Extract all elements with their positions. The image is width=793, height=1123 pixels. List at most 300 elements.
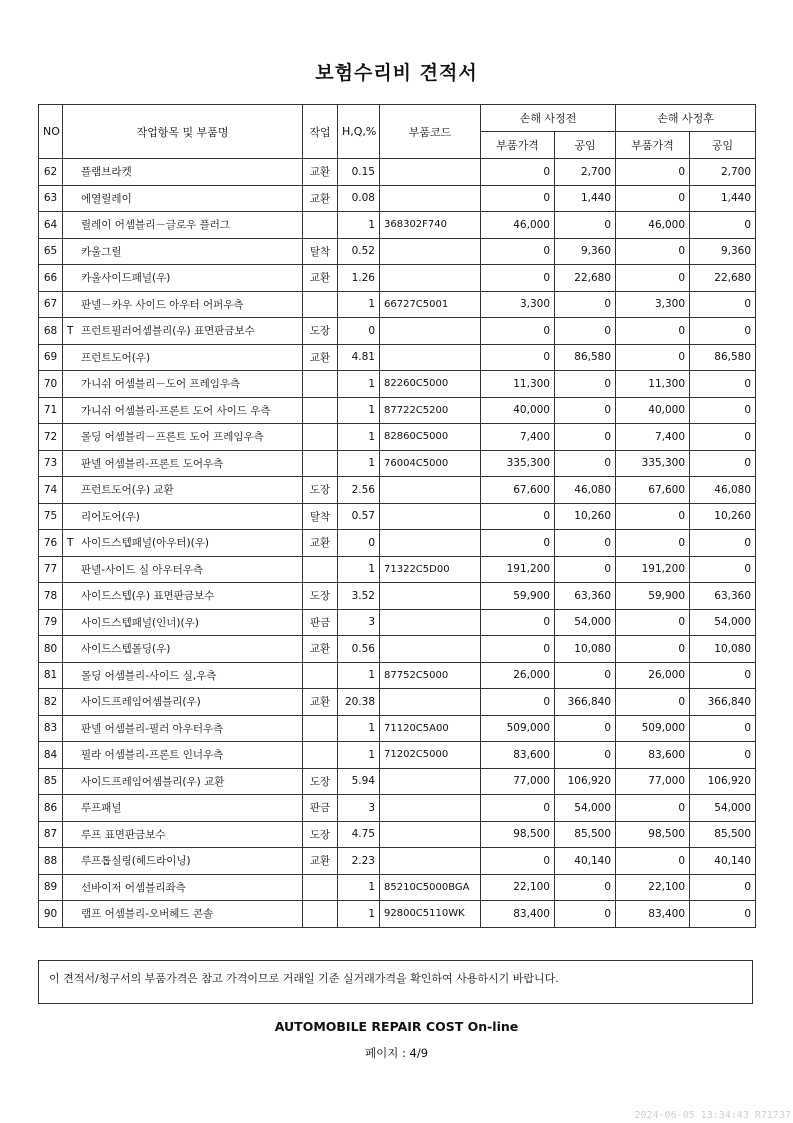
row-after-part-price: 67,600 [616,477,690,504]
row-before-labor: 0 [555,874,616,901]
print-timestamp: 2024-06-05 13:34:43 R71737 [634,1110,791,1121]
row-part-code [380,636,481,663]
row-part-code: 71202C5000 [380,742,481,769]
row-hq: 1 [338,556,380,583]
price-notice: 이 견적서/청구서의 부품가격은 참고 가격이므로 거래일 기준 실거래가격을 확인하여 사용하시기 바랍니다. [38,960,753,1004]
row-no: 63 [39,185,63,212]
row-item-name [63,265,303,292]
row-part-code: 87722C5200 [380,397,481,424]
row-before-part-price: 0 [481,265,555,292]
table-row [39,450,756,477]
row-before-part-price: 3,300 [481,291,555,318]
row-after-labor: 0 [690,742,756,769]
row-part-code [380,265,481,292]
row-item-name [63,185,303,212]
row-after-labor: 0 [690,397,756,424]
row-after-labor: 0 [690,874,756,901]
row-after-labor: 10,080 [690,636,756,663]
row-hq: 0.56 [338,636,380,663]
row-after-part-price: 0 [616,344,690,371]
table-row [39,662,756,689]
row-after-part-price: 46,000 [616,212,690,239]
header-no: NO [39,105,63,159]
row-hq: 20.38 [338,689,380,716]
row-before-part-price: 83,600 [481,742,555,769]
row-before-labor: 0 [555,318,616,345]
row-item-name-text: 루프톱실링(헤드라이닝) [81,855,191,868]
table-row [39,344,756,371]
row-before-labor: 86,580 [555,344,616,371]
row-item-name [63,159,303,186]
row-hq: 1 [338,874,380,901]
row-after-part-price: 0 [616,795,690,822]
row-before-part-price: 98,500 [481,821,555,848]
row-hq: 0.15 [338,159,380,186]
row-after-part-price: 22,100 [616,874,690,901]
row-after-labor: 54,000 [690,609,756,636]
row-part-code [380,609,481,636]
row-before-part-price: 83,400 [481,901,555,928]
row-hq: 3 [338,609,380,636]
row-work [303,450,338,477]
row-hq: 5.94 [338,768,380,795]
row-item-name [63,477,303,504]
table-row [39,530,756,557]
row-no: 84 [39,742,63,769]
row-item-name-text: 리어도어(우) [81,510,140,523]
row-item-name [63,609,303,636]
row-before-part-price: 7,400 [481,424,555,451]
row-part-code [380,848,481,875]
row-hq: 1 [338,662,380,689]
row-item-name-text: 사이드스텝(우) 표면판금보수 [81,590,215,603]
row-before-part-price: 0 [481,238,555,265]
row-after-part-price: 0 [616,265,690,292]
row-before-labor: 0 [555,556,616,583]
row-before-part-price: 67,600 [481,477,555,504]
row-item-name-text: 판넬-사이드 실 아우터우측 [81,563,204,576]
table-row [39,291,756,318]
row-before-part-price: 46,000 [481,212,555,239]
table-row [39,397,756,424]
header-item: 작업항목 및 부품명 [63,105,303,159]
row-part-code [380,768,481,795]
row-before-part-price: 0 [481,609,555,636]
row-item-name-text: 플램브라켓 [81,166,132,179]
row-no: 79 [39,609,63,636]
row-before-part-price: 26,000 [481,662,555,689]
row-before-part-price: 0 [481,159,555,186]
table-row [39,848,756,875]
row-item-name-text: 사이드스텝패널(아우터)(우) [81,537,209,550]
row-after-labor: 10,260 [690,503,756,530]
row-item-name [63,344,303,371]
row-after-labor: 0 [690,291,756,318]
row-before-labor: 0 [555,424,616,451]
row-item-name [63,212,303,239]
row-before-part-price: 0 [481,689,555,716]
row-no: 70 [39,371,63,398]
row-no: 88 [39,848,63,875]
page-number: 페이지 : 4/9 [364,1046,429,1060]
row-before-labor: 54,000 [555,609,616,636]
row-before-part-price: 0 [481,344,555,371]
row-hq: 4.75 [338,821,380,848]
row-work: 탈착 [303,238,338,265]
header-after: 손해 사정후 [616,105,756,132]
row-work: 도장 [303,583,338,610]
row-item-name [63,821,303,848]
row-work: 도장 [303,318,338,345]
row-item-name [63,662,303,689]
row-before-labor: 9,360 [555,238,616,265]
row-hq: 0 [338,530,380,557]
row-no: 90 [39,901,63,928]
row-before-part-price: 0 [481,636,555,663]
row-before-labor: 10,260 [555,503,616,530]
row-before-labor: 85,500 [555,821,616,848]
row-part-code: 82260C5000 [380,371,481,398]
row-after-labor: 0 [690,715,756,742]
row-before-part-price: 0 [481,503,555,530]
row-part-code [380,185,481,212]
row-item-name [63,689,303,716]
row-work: 교환 [303,530,338,557]
row-item-name-text: 프런트필러어셈블리(우) 표면판금보수 [81,325,255,338]
row-item-name-text: 선바이저 어셈블리좌측 [81,881,186,894]
row-after-part-price: 7,400 [616,424,690,451]
row-after-part-price: 59,900 [616,583,690,610]
row-item-name-text: 프런트도어(우) [81,351,151,364]
row-item-name-text: 에열릴레이 [81,192,132,205]
row-work [303,715,338,742]
row-item-name [63,530,303,557]
row-hq: 1 [338,424,380,451]
row-after-part-price: 11,300 [616,371,690,398]
row-after-labor: 86,580 [690,344,756,371]
row-work: 판금 [303,609,338,636]
table-row [39,238,756,265]
table-row [39,901,756,928]
row-part-code [380,238,481,265]
row-after-part-price: 0 [616,503,690,530]
row-hq: 1 [338,901,380,928]
row-before-part-price: 191,200 [481,556,555,583]
row-hq: 0 [338,318,380,345]
row-hq: 0.57 [338,503,380,530]
table-row [39,609,756,636]
row-after-part-price: 0 [616,609,690,636]
row-part-code: 82860C5000 [380,424,481,451]
row-item-name-text: 루프 표면판금보수 [81,828,166,841]
row-item-name-text: 사이드프레임어셈블리(우) [81,696,201,709]
row-part-code [380,344,481,371]
row-item-name [63,874,303,901]
row-item-name [63,397,303,424]
row-item-name-text: 카울사이드패널(우) [81,272,171,285]
header-hq: H,Q,% [338,105,380,159]
row-no: 74 [39,477,63,504]
row-after-labor: 0 [690,662,756,689]
row-before-labor: 46,080 [555,477,616,504]
row-item-name [63,238,303,265]
row-after-part-price: 0 [616,530,690,557]
row-work: 도장 [303,477,338,504]
row-after-part-price: 77,000 [616,768,690,795]
header-after-part-price: 부품가격 [616,132,690,159]
row-part-code [380,583,481,610]
row-no: 66 [39,265,63,292]
table-row [39,318,756,345]
row-part-code [380,318,481,345]
row-after-labor: 1,440 [690,185,756,212]
row-after-labor: 0 [690,556,756,583]
row-before-labor: 0 [555,662,616,689]
row-hq: 1 [338,742,380,769]
row-item-name [63,742,303,769]
row-before-labor: 0 [555,715,616,742]
row-item-name-text: 루프패널 [81,802,122,815]
row-no: 86 [39,795,63,822]
table-row [39,768,756,795]
table-row [39,636,756,663]
header-after-labor: 공임 [690,132,756,159]
row-part-code [380,689,481,716]
row-no: 77 [39,556,63,583]
row-after-part-price: 0 [616,185,690,212]
row-hq: 1 [338,397,380,424]
row-item-name-text: 사이드스텝몰딩(우) [81,643,171,656]
row-part-code: 368302F740 [380,212,481,239]
row-item-name [63,583,303,610]
row-part-code: 66727C5001 [380,291,481,318]
row-after-part-price: 26,000 [616,662,690,689]
row-before-labor: 366,840 [555,689,616,716]
row-hq: 2.56 [338,477,380,504]
row-part-code [380,477,481,504]
row-before-labor: 0 [555,742,616,769]
row-part-code [380,530,481,557]
row-no: 68 [39,318,63,345]
row-item-name-text: 판넬－카우 사이드 아우터 어퍼우측 [81,298,244,311]
row-no: 76 [39,530,63,557]
row-work [303,742,338,769]
row-item-name [63,424,303,451]
row-after-labor: 9,360 [690,238,756,265]
row-before-labor: 0 [555,291,616,318]
table-row [39,185,756,212]
table-row [39,556,756,583]
row-work [303,556,338,583]
row-no: 73 [39,450,63,477]
row-work: 교환 [303,185,338,212]
row-item-name-text: 릴레이 어셈블리－글로우 플러그 [81,219,231,232]
row-hq: 0.08 [338,185,380,212]
row-before-labor: 1,440 [555,185,616,212]
row-hq: 4.81 [338,344,380,371]
table-row [39,742,756,769]
row-before-part-price: 0 [481,318,555,345]
table-row [39,583,756,610]
row-before-labor: 22,680 [555,265,616,292]
estimate-rows [39,159,756,928]
row-no: 83 [39,715,63,742]
row-work [303,874,338,901]
row-after-part-price: 0 [616,689,690,716]
row-item-name-text: 카울그릴 [81,245,122,258]
row-before-labor: 0 [555,371,616,398]
row-before-labor: 0 [555,212,616,239]
row-part-code: 76004C5000 [380,450,481,477]
table-row [39,424,756,451]
row-after-part-price: 335,300 [616,450,690,477]
row-no: 87 [39,821,63,848]
row-after-part-price: 83,600 [616,742,690,769]
row-work: 교환 [303,265,338,292]
row-before-labor: 63,360 [555,583,616,610]
row-before-part-price: 335,300 [481,450,555,477]
row-work [303,901,338,928]
row-item-name [63,768,303,795]
row-no: 82 [39,689,63,716]
estimate-table [38,104,756,928]
row-part-code: 92800C5110WK [380,901,481,928]
row-hq: 1 [338,291,380,318]
header-code: 부품코드 [380,105,481,159]
row-part-code [380,503,481,530]
row-after-part-price: 40,000 [616,397,690,424]
row-part-code: 71322C5D00 [380,556,481,583]
row-no: 85 [39,768,63,795]
row-no: 72 [39,424,63,451]
row-item-name-text: 판넬 어셈블리-필러 아우터우측 [81,722,224,735]
row-after-labor: 63,360 [690,583,756,610]
row-hq: 1 [338,212,380,239]
row-no: 71 [39,397,63,424]
row-part-code: 87752C5000 [380,662,481,689]
row-item-name [63,503,303,530]
row-after-labor: 46,080 [690,477,756,504]
table-row [39,689,756,716]
row-work: 탈착 [303,503,338,530]
row-after-labor: 85,500 [690,821,756,848]
row-item-name-text: 램프 어셈블리-오버헤드 콘솔 [81,908,214,921]
row-item-name-text: 몰딩 어셈블리－프론트 도어 프레임우측 [81,431,264,444]
row-work [303,371,338,398]
row-after-labor: 0 [690,371,756,398]
row-item-name [63,291,303,318]
row-no: 67 [39,291,63,318]
row-work: 도장 [303,768,338,795]
row-before-labor: 10,080 [555,636,616,663]
row-item-name-text: 몰딩 어셈블리-사이드 실,우측 [81,669,217,682]
row-item-name-text: 프런트도어(우) 교환 [81,484,174,497]
row-after-labor: 0 [690,424,756,451]
row-no: 81 [39,662,63,689]
row-no: 80 [39,636,63,663]
row-after-labor: 0 [690,530,756,557]
row-hq: 1 [338,715,380,742]
row-before-part-price: 77,000 [481,768,555,795]
row-hq: 1.26 [338,265,380,292]
row-after-part-price: 0 [616,238,690,265]
row-after-labor: 22,680 [690,265,756,292]
row-before-part-price: 40,000 [481,397,555,424]
table-row [39,159,756,186]
row-after-part-price: 0 [616,318,690,345]
row-work: 교환 [303,344,338,371]
row-item-name-text: 필라 어셈블리-프론트 인너우측 [81,749,224,762]
row-item-name-text: 사이드스텝패널(인너)(우) [81,616,199,629]
row-no: 64 [39,212,63,239]
row-after-labor: 0 [690,212,756,239]
row-after-labor: 0 [690,318,756,345]
row-before-labor: 0 [555,397,616,424]
row-item-name [63,795,303,822]
row-work: 교환 [303,159,338,186]
table-row [39,371,756,398]
table-row [39,874,756,901]
row-after-labor: 0 [690,450,756,477]
document-title: 보험수리비 견적서 [315,62,478,84]
row-no: 65 [39,238,63,265]
row-item-name [63,848,303,875]
row-after-part-price: 83,400 [616,901,690,928]
row-hq: 1 [338,371,380,398]
row-after-part-price: 98,500 [616,821,690,848]
row-before-labor: 2,700 [555,159,616,186]
row-item-name [63,715,303,742]
row-item-name-text: 판넬 어셈블리-프론트 도어우측 [81,457,224,470]
row-item-name [63,556,303,583]
row-before-labor: 40,140 [555,848,616,875]
row-work [303,424,338,451]
row-item-name [63,636,303,663]
row-work: 교환 [303,636,338,663]
row-work: 판금 [303,795,338,822]
row-before-labor: 0 [555,450,616,477]
row-before-part-price: 0 [481,848,555,875]
row-after-part-price: 509,000 [616,715,690,742]
row-hq: 2.23 [338,848,380,875]
row-after-labor: 2,700 [690,159,756,186]
row-work [303,662,338,689]
row-work: 교환 [303,848,338,875]
row-work [303,291,338,318]
row-mark: T [67,537,74,550]
row-before-labor: 0 [555,530,616,557]
row-after-labor: 40,140 [690,848,756,875]
row-mark: T [67,325,74,338]
row-before-labor: 106,920 [555,768,616,795]
row-work [303,397,338,424]
row-item-name [63,318,303,345]
row-part-code [380,795,481,822]
row-item-name [63,371,303,398]
header-work: 작업 [303,105,338,159]
row-work [303,212,338,239]
header-before-part-price: 부품가격 [481,132,555,159]
table-row [39,795,756,822]
row-before-part-price: 0 [481,530,555,557]
row-no: 89 [39,874,63,901]
row-before-labor: 54,000 [555,795,616,822]
row-no: 62 [39,159,63,186]
row-after-labor: 106,920 [690,768,756,795]
header-before-labor: 공임 [555,132,616,159]
row-item-name [63,901,303,928]
row-after-labor: 54,000 [690,795,756,822]
